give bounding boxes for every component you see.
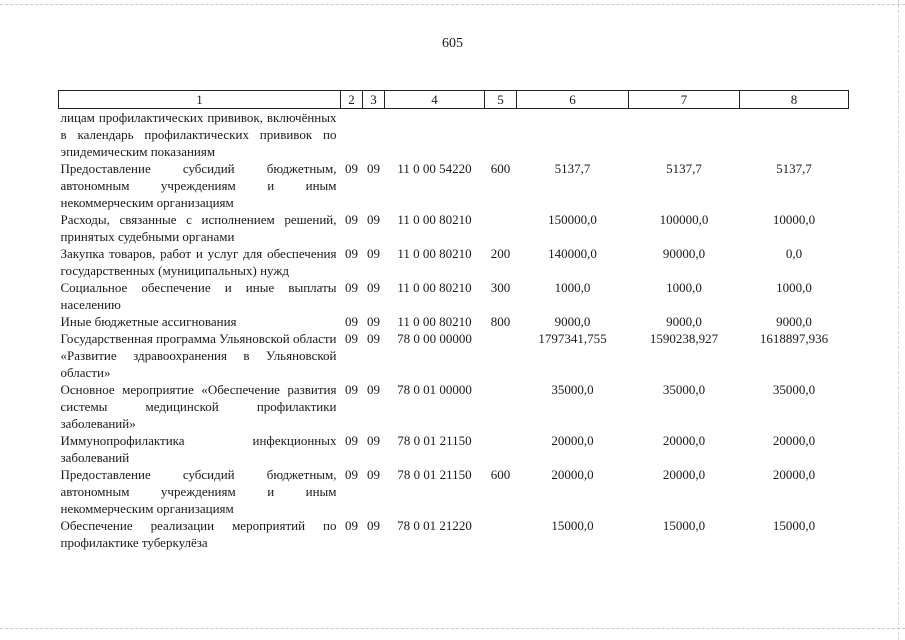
header-col-2: 2: [341, 91, 363, 109]
row-amount-col7: 20000,0: [662, 467, 706, 482]
row-target-article: 11 0 00 80210: [397, 280, 472, 295]
row-amount-col6: 9000,0: [554, 314, 591, 329]
table-row: [59, 279, 849, 313]
row-section: 09: [345, 331, 358, 346]
row-amount-col8: 1000,0: [776, 280, 812, 295]
row-amount-col7: 90000,0: [662, 246, 706, 261]
row-name: Предоставление субсидий бюджетным, автономным учреждениям и иным некоммерческим организациям: [60, 467, 337, 516]
row-amount-col7: 35000,0: [662, 382, 706, 397]
row-amount-col7: 100000,0: [659, 212, 709, 227]
row-target-article: 78 0 01 00000: [397, 382, 472, 397]
budget-table: [58, 90, 849, 551]
row-amount-col8: 35000,0: [772, 382, 816, 397]
header-col-3: 3: [363, 91, 385, 109]
row-amount-col6: [517, 109, 629, 161]
header-col-6: 6: [517, 91, 629, 109]
header-col-5: 5: [485, 91, 517, 109]
row-section: 09: [345, 433, 358, 448]
header-col-4: 4: [385, 91, 485, 109]
table-row: [59, 466, 849, 517]
table-row: [59, 432, 849, 466]
row-section: 09: [345, 246, 358, 261]
table-row: [59, 109, 849, 161]
header-col-8: 8: [740, 91, 849, 109]
row-amount-col7: [629, 109, 740, 161]
row-subsection: 09: [367, 467, 380, 482]
row-subsection: 09: [367, 433, 380, 448]
row-amount-col6: 1000,0: [554, 280, 591, 295]
row-target-article: 11 0 00 54220: [397, 161, 472, 176]
header-col-1: 1: [59, 91, 341, 109]
row-amount-col8: 15000,0: [772, 518, 816, 533]
row-section: 09: [345, 518, 358, 533]
row-amount-col8: 0,0: [785, 246, 803, 261]
row-section: 09: [345, 212, 358, 227]
row-name: Закупка товаров, работ и услуг для обеспечения государственных (муниципальных) нужд: [60, 246, 337, 278]
row-amount-col6: 35000,0: [551, 382, 594, 397]
row-section: 09: [345, 280, 358, 295]
row-name: Государственная программа Ульяновской области «Развитие здравоохранения в Ульяновской области»: [60, 331, 337, 380]
row-amount-col7: 15000,0: [662, 518, 706, 533]
row-target-article: 78 0 00 00000: [397, 331, 472, 346]
row-amount-col8: 10000,0: [772, 212, 816, 227]
row-subsection: 09: [367, 246, 380, 261]
row-amount-col8: [740, 109, 849, 161]
table-row: [59, 330, 849, 381]
row-expense-type: 200: [490, 246, 511, 261]
page-number: 605: [442, 36, 463, 51]
table-row: [59, 313, 849, 330]
row-amount-col7: 5137,7: [666, 161, 702, 176]
table-row: [59, 381, 849, 432]
row-target-article: 78 0 01 21150: [397, 467, 472, 482]
row-amount-col7: 1590238,927: [649, 331, 719, 346]
row-name: Иные бюджетные ассигнования: [60, 314, 237, 329]
scan-edge-top: [0, 4, 905, 6]
table-row: [59, 160, 849, 211]
table-row: [59, 211, 849, 245]
row-subsection: 09: [367, 518, 380, 533]
row-subsection: 09: [367, 212, 380, 227]
row-subsection: 09: [367, 161, 380, 176]
row-amount-col6: 150000,0: [548, 212, 597, 227]
row-target-article: 78 0 01 21220: [397, 518, 472, 533]
row-amount-col8: 9000,0: [776, 314, 812, 329]
table-header-row: [59, 91, 849, 109]
row-target-article: 11 0 00 80210: [397, 212, 472, 227]
row-amount-col6: 15000,0: [551, 518, 594, 533]
row-expense-type: [485, 330, 517, 381]
row-expense-type: 300: [490, 280, 511, 295]
row-expense-type: [485, 381, 517, 432]
row-target-article: 11 0 00 80210: [397, 314, 472, 329]
row-target-article: 78 0 01 21150: [397, 433, 472, 448]
row-amount-col7: 20000,0: [662, 433, 706, 448]
row-expense-type: 600: [490, 161, 511, 176]
row-amount-col6: 140000,0: [548, 246, 597, 261]
row-amount-col8: 1618897,936: [759, 331, 829, 346]
row-name: Расходы, связанные с исполнением решений, принятых судебными органами: [60, 212, 337, 244]
row-expense-type: [485, 517, 517, 551]
row-amount-col8: 5137,7: [776, 161, 812, 176]
row-expense-type: 600: [490, 467, 511, 482]
row-amount-col6: 5137,7: [554, 161, 591, 176]
scan-edge-right: [898, 0, 900, 640]
scan-edge-bottom: [0, 628, 905, 630]
row-amount-col8: 20000,0: [772, 467, 816, 482]
row-amount-col6: 20000,0: [551, 433, 594, 448]
row-amount-col7: 1000,0: [666, 280, 702, 295]
row-name: Иммунопрофилактика инфекционных заболеваний: [60, 433, 337, 465]
row-section: 09: [345, 314, 358, 329]
row-target-article: 11 0 00 80210: [397, 246, 472, 261]
row-name: лицам профилактических прививок, включённых в календарь профилактических прививок по эпидемическим показаниям: [60, 110, 337, 159]
row-subsection: [363, 109, 385, 161]
row-section: [341, 109, 363, 161]
row-subsection: 09: [367, 314, 380, 329]
row-name: Основное мероприятие «Обеспечение развития системы медицинской профилактики заболеваний»: [60, 382, 337, 431]
row-section: 09: [345, 467, 358, 482]
table-row: [59, 245, 849, 279]
row-amount-col6: 1797341,755: [538, 331, 607, 346]
row-amount-col8: 20000,0: [772, 433, 816, 448]
row-name: Социальное обеспечение и иные выплаты населению: [60, 280, 337, 312]
row-expense-type: [485, 109, 517, 161]
row-amount-col6: 20000,0: [551, 467, 594, 482]
row-expense-type: [485, 211, 517, 245]
row-name: Обеспечение реализации мероприятий по профилактике туберкулёза: [60, 518, 337, 550]
row-target-article: [385, 109, 485, 161]
row-name: Предоставление субсидий бюджетным, автономным учреждениям и иным некоммерческим организациям: [60, 161, 337, 210]
row-section: 09: [345, 161, 358, 176]
row-subsection: 09: [367, 331, 380, 346]
row-amount-col7: 9000,0: [666, 314, 702, 329]
row-section: 09: [345, 382, 358, 397]
row-subsection: 09: [367, 382, 380, 397]
table-row: [59, 517, 849, 551]
row-expense-type: 800: [490, 314, 511, 329]
row-expense-type: [485, 432, 517, 466]
row-subsection: 09: [367, 280, 380, 295]
header-col-7: 7: [629, 91, 740, 109]
